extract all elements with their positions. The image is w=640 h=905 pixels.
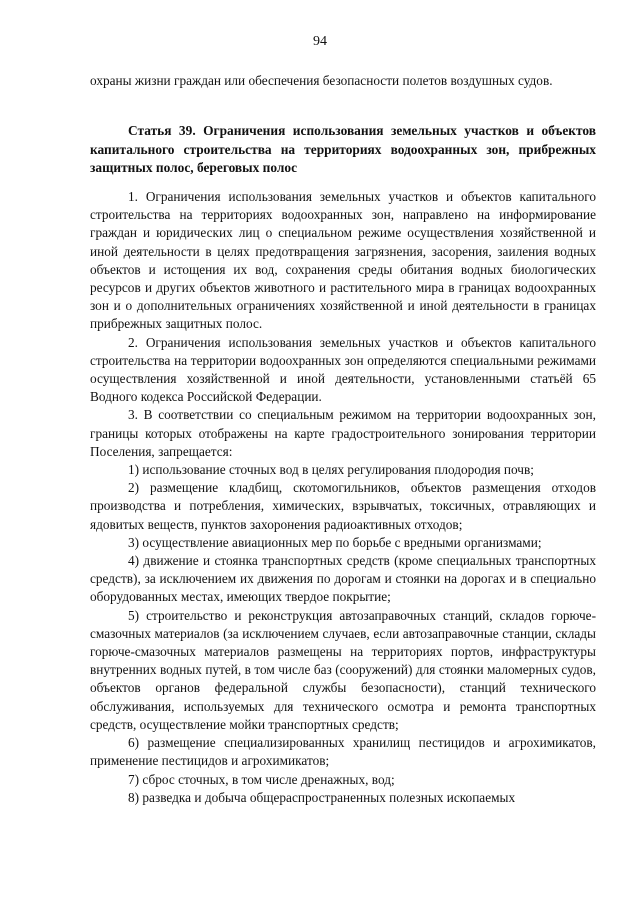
lead-paragraph: охраны жизни граждан или обеспечения безопасности полетов воздушных судов.	[90, 73, 553, 88]
paragraph-2: 2. Ограничения использования земельных участков и объектов капитального строительства на территории водоохранных зон определяются специальными режимами осуществления хозяйственной и иной деятельности, установленными статьёй 65 Водного кодекса Российской Федерации.	[90, 334, 596, 405]
list-item-4: 4) движение и стоянка транспортных средств (кроме специальных транспортных средств), за исключением их движения по дорогам и стоянки на дорогах и в специально оборудованных местах, имеющих твердое покрытие;	[90, 553, 596, 605]
list-item-6: 6) размещение специализированных хранилищ пестицидов и агрохимикатов, применение пестицидов и агрохимикатов;	[90, 735, 596, 769]
list-item-1: 1) использование сточных вод в целях регулирования плодородия почв;	[128, 462, 534, 478]
lead-text-block	[90, 72, 596, 90]
list-item-3: 3) осуществление авиационных мер по борьбе с вредными организмами;	[128, 534, 542, 550]
list-item-8: 8) разведка и добыча общераспространенных полезных ископаемых	[128, 789, 516, 805]
article-body	[90, 188, 596, 807]
paragraph-3: 3. В соответствии со специальным режимом на территории водоохранных зон, границы которых отображены на карте градостроительного зонирования территории Поселения, запрещается:	[90, 407, 596, 459]
list-item-2: 2) размещение кладбищ, скотомогильников, объектов размещения отходов производства и потребления, химических, взрывчатых, токсичных, отравляющих и ядовитых веществ, пунктов захоронения радиоактивных отходов;	[90, 480, 596, 532]
article-heading: Статья 39. Ограничения использования земельных участков и объектов капитального строительства на территориях водоохранных зон, прибрежных защитных полос, береговых полос	[90, 123, 596, 176]
page-number: 94	[313, 34, 327, 49]
list-item-7: 7) сброс сточных, в том числе дренажных, вод;	[128, 771, 395, 787]
paragraph-1: 1. Ограничения использования земельных участков и объектов капитального строительства на территориях водоохранных зон, направлено на информирование граждан и юридических лиц о специальном режиме осуществления хозяйственной и иной деятельности в целях предотвращения загрязнения, засорения, заиления водных объектов и истощения их вод, сохранения среды обитания водных биологических ресурсов и других объектов животного и растительного мира в границах водоохранных зон и о дополнительных ограничениях хозяйственной и иной деятельности в границах прибрежных защитных полос.	[90, 189, 596, 332]
list-item-5: 5) строительство и реконструкция автозаправочных станций, складов горюче-смазочных материалов (за исключением случаев, если автозаправочные станции, склады горюче-смазочных материалов размещены на территориях портов, инфраструктуры внутренних водных путей, в том числе баз (сооружений) для стоянки маломерных судов, объектов органов федеральной службы безопасности), станций технического обслуживания, используемых для технического осмотра и ремонта транспортных средств, осуществление мойки транспортных средств;	[90, 607, 596, 732]
